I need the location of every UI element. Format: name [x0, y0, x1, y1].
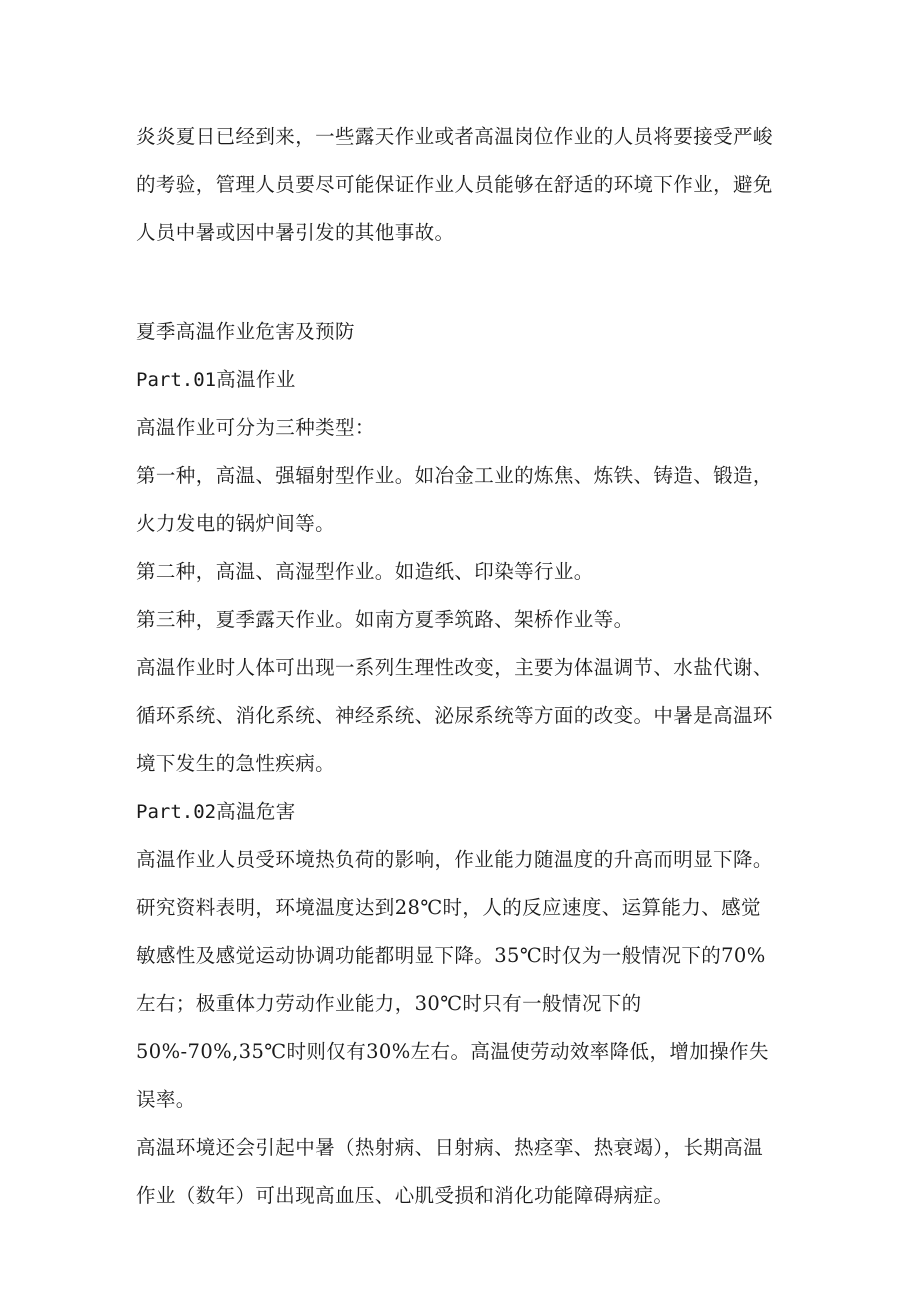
part2-heading-text: 高温危害 [216, 800, 296, 823]
part1-type1: 第一种，高温、强辐射型作业。如冶金工业的炼焦、炼铁、铸造、锻造，火力发电的锅炉间等。 [136, 464, 773, 535]
intro-section [136, 113, 776, 257]
intro-paragraph: 炎炎夏日已经到来，一些露天作业或者高温岗位作业的人员将要接受严峻的考验，管理人员要尽可能保证作业人员能够在舒适的环境下作业，避免人员中暑或因中暑引发的其他事故。 [136, 125, 773, 244]
part2-code: Part.02 [136, 801, 217, 823]
part1-effects: 高温作业时人体可出现一系列生理性改变，主要为体温调节、水盐代谢、循环系统、消化系统、神经系统、泌尿系统等方面的改变。中暑是高温环境下发生的急性疾病。 [136, 656, 773, 775]
part1-heading-text: 高温作业 [216, 368, 296, 391]
part1-heading [136, 356, 776, 404]
article-title: 夏季高温作业危害及预防 [136, 320, 355, 343]
part2-para1: 高温作业人员受环境热负荷的影响，作业能力随温度的升高而明显下降。研究资料表明，环境温度达到28℃时，人的反应速度、运算能力、感觉敏感性及感觉运动协调功能都明显下降。35℃时仅为一般情况下的70%左右；极重体力劳动作业能力，30℃时只有一般情况下的50%-70%,35℃时则仅有30%左右。高温使劳动效率降低，增加操作失误率。 [136, 848, 773, 1111]
part2-para2: 高温环境还会引起中暑（热射病、日射病、热痉挛、热衰竭），长期高温作业（数年）可出现高血压、心肌受损和消化功能障碍病症。 [136, 1136, 764, 1207]
part1-code: Part.01 [136, 369, 217, 391]
article-section [136, 308, 776, 1220]
part2-heading [136, 788, 776, 836]
part1-type3: 第三种，夏季露天作业。如南方夏季筑路、架桥作业等。 [136, 608, 634, 631]
part1-type2: 第二种，高温、高湿型作业。如造纸、印染等行业。 [136, 560, 594, 583]
part1-intro: 高温作业可分为三种类型： [136, 416, 375, 439]
